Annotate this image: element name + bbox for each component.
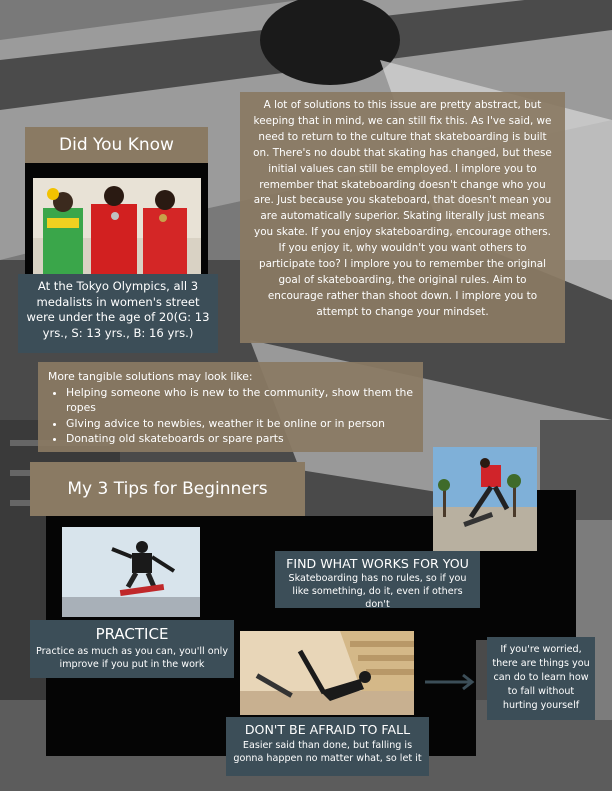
tangible-solution-item: • Donating old skateboards or spare parts: [66, 431, 413, 447]
tip-practice-body: Practice as much as you can, you'll only improve if you put in the work: [36, 646, 229, 670]
tip-fall-title: DON'T BE AFRAID TO FALL: [244, 722, 411, 737]
main-paragraph-box: [240, 92, 565, 343]
did-you-know-title: [25, 127, 208, 163]
tip-practice: [30, 620, 234, 678]
tip-fall-body: Easier said than done, but falling is gonna happen no matter what, so let it: [233, 740, 422, 764]
falling-skater-photo: [240, 631, 414, 715]
practice-ollie-photo: [62, 527, 200, 617]
fall-advice-note: [487, 637, 595, 720]
tangible-solutions-intro: More tangible solutions may look like:: [48, 370, 253, 383]
skatepark-trick-photo: [433, 447, 537, 551]
tips-title-text: My 3 Tips for Beginners: [67, 479, 268, 499]
arrow-right-icon: [423, 672, 477, 692]
tip-find-body: Skateboarding has no rules, so if you like something, do it, even if others don't: [288, 573, 467, 610]
did-you-know-caption: [18, 274, 218, 353]
tangible-solution-item: • Helping someone who is new to the community, show them the ropes: [66, 385, 413, 416]
main-paragraph-text: A lot of solutions to this issue are pretty abstract, but keeping that in mind, we can still fix this. As I've said, we need to return to the culture that skateboarding is built on. There's no doubt that skating has changed, but these initial values can still be employed. I implore you to remember that skateboarding doesn't change who you are. Just because you skateboard, that doesn't mean you are automatically superior. Skating literally just means you skate. If you enjoy skateboarding, encourage others. If you enjoy it, why wouldn't you want others to participate too? I implore you to remember the original goal of skateboarding, the original rules. Aim to encourage rather than shoot down. I implore you to attempt to change your mindset.: [253, 99, 552, 318]
did-you-know-title-text: Did You Know: [59, 135, 174, 155]
olympic-medalists-photo: [33, 178, 201, 274]
olympics-fact-text: At the Tokyo Olympics, all 3 medalists in women's street were under the age of 20(G: 13 yrs., S: 13 yrs., B: 16 yrs.): [26, 279, 210, 340]
tip-find-title: FIND WHAT WORKS FOR YOU: [286, 556, 469, 571]
tip-dont-be-afraid: [226, 717, 429, 776]
tip-practice-title: PRACTICE: [95, 625, 169, 643]
tangible-solutions-list: [48, 385, 413, 447]
tangible-solution-item: • GIving advice to newbies, weather it be online or in person: [66, 416, 413, 432]
fall-advice-text: If you're worried, there are things you can do to learn how to fall without hurting yourself: [492, 644, 590, 711]
tangible-solutions-box: [38, 362, 423, 452]
tip-find-what-works: [275, 551, 480, 608]
tips-title: [30, 462, 305, 516]
